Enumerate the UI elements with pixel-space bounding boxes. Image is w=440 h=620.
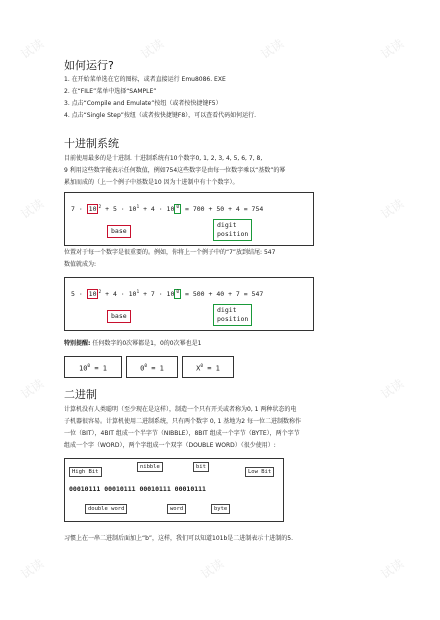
watermark: 试读	[378, 36, 407, 62]
watermark: 试读	[18, 36, 47, 62]
decimal-equation-figure-1	[64, 192, 314, 246]
nibble-label: nibble	[137, 462, 163, 472]
bit-label: bit	[193, 462, 209, 472]
binary-bits: 00010111 00010111 00010111 00010111	[69, 485, 206, 493]
tip-label: 特别提醒:	[64, 340, 91, 347]
equation-547: 5 · 10 $^2 + 4 \cdot 10^1 + 7 \cdot 10$ $^0$ = 500 + 40 + 7 = 547	[71, 290, 264, 299]
step-2: 2. 在“FILE”菜单中选择“SAMPLE”	[64, 88, 157, 95]
binary-suffix-note: 习惯上在一串二进制后面加上“b”，这样，我们可以知道101b是二进制表示十进制的5.	[64, 535, 294, 542]
watermark: 试读	[138, 36, 167, 62]
decimal-para-line-3: 累加而成的（上一个例子中基数是10 因为十进制中有十个数字）。	[64, 179, 239, 186]
watermark: 试读	[378, 196, 407, 222]
tip-text: 任何数字的0次幂都是1，0的0次幂也是1	[92, 340, 202, 347]
decimal-para-line-1: 目前使用最多的是十进制. 十进制系统有10个数字0, 1, 2, 3, 4, 5, 6, 7, 8,	[64, 155, 263, 162]
digit-position-label: digit position	[213, 219, 252, 241]
decimal-para2-line-2: 数值就成为:	[64, 261, 97, 268]
watermark: 试读	[18, 556, 47, 582]
word-label: word	[167, 504, 186, 514]
step-4: 4. 点击“Single Step”按纽（或者按快捷键F8），可以查看代码如何运行.	[64, 112, 257, 119]
low-bit-label: Low Bit	[245, 467, 274, 477]
watermark: 试读	[18, 196, 47, 222]
binary-structure-diagram	[64, 458, 284, 522]
tip-line	[64, 339, 201, 350]
decimal-equation-figure-2	[64, 277, 314, 331]
section-title-how-to-run: 如何运行?	[64, 59, 114, 72]
zero-power-example-x: $X^0 = 1$	[182, 356, 234, 378]
section-title-binary: 二进制	[64, 388, 97, 401]
base-label: base	[107, 310, 131, 323]
digit-position-label: digit position	[213, 304, 252, 326]
watermark: 试读	[198, 556, 227, 582]
base-label: base	[107, 225, 131, 238]
section-title-decimal: 十进制系统	[64, 137, 119, 150]
binary-para-line-1: 计算机没有人类聪明（至少现在是这样），制造一个只有开关或者称为0, 1 两种状态的电	[64, 406, 297, 413]
binary-para-line-2: 子机器很容易。计算机使用二进制系统，只有两个数字 0, 1 基地为2 每一位二进制数称作	[64, 418, 301, 425]
step-1: 1. 在开始菜单选在它的图标，或者直接运行 Emu8086. EXE	[64, 76, 226, 83]
decimal-para2-line-1: 位置对于每一个数字是很重要的。例如，你将上一个例子中的“7”放到结尾: 547	[64, 249, 276, 256]
watermark: 试读	[18, 376, 47, 402]
watermark: 试读	[378, 556, 407, 582]
zero-power-example-0: $0^0 = 1$	[126, 356, 178, 378]
high-bit-label: High Bit	[69, 467, 102, 477]
binary-para-line-3: 一位（BIT），4BIT 组成一个半字节（NIBBLE），8BIT 组成一个字节（BYTE），两个字节	[64, 430, 300, 437]
step-3: 3. 点击“Compile and Emulate”按纽（或者按快捷键F5）	[64, 100, 222, 107]
watermark: 试读	[378, 376, 407, 402]
double-word-label: double word	[85, 504, 127, 514]
zero-power-example-10: $10^0 = 1$	[64, 356, 122, 378]
equation-754: 7 · 10 $^2 + 5 \cdot 10^1 + 4 \cdot 10$ $^0$ = 700 + 50 + 4 = 754	[71, 205, 264, 214]
binary-para-line-4: 组成一个字（WORD），两个字组成一个双字（DOUBLE WORD）（很少使用）:	[64, 442, 276, 449]
decimal-para-line-2: 9 利用这些数字能表示任何数值，例如754这些数字是由每一位数字乘以“基数”的幂	[64, 167, 286, 174]
watermark: 试读	[258, 36, 287, 62]
byte-label: byte	[211, 504, 230, 514]
